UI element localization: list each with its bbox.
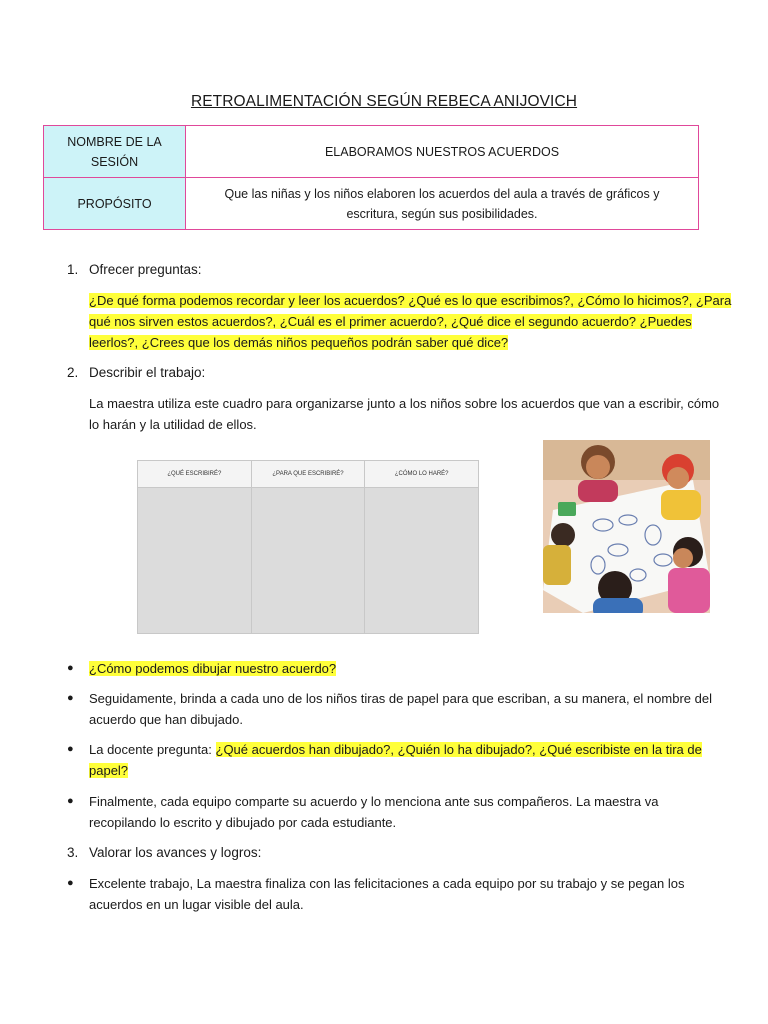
children-drawing-illustration	[543, 440, 710, 613]
session-name-label: NOMBRE DE LA SESIÓN	[44, 126, 186, 178]
section-3-heading: 3. Valorar los avances y logros:	[67, 845, 262, 860]
planning-col-how	[365, 461, 478, 633]
planning-col-what	[138, 461, 252, 633]
planning-header-why: ¿PARA QUE ESCRIBIRÉ?	[252, 461, 365, 488]
purpose-value: Que las niñas y los niños elaboren los acuerdos del aula a través de gráficos y escritura, según sus posibilidades.	[186, 178, 699, 230]
planning-col-why	[252, 461, 366, 633]
session-info-table	[43, 125, 699, 230]
section-1-heading: 1. Ofrecer preguntas:	[67, 262, 202, 277]
session-name-value: ELABORAMOS NUESTROS ACUERDOS	[186, 126, 699, 178]
planning-header-what: ¿QUÉ ESCRIBIRÉ?	[138, 461, 251, 488]
planning-header-how: ¿CÓMO LO HARÉ?	[365, 461, 478, 488]
purpose-label: PROPÓSITO	[44, 178, 186, 230]
planning-table	[137, 460, 479, 634]
page-title: RETROALIMENTACIÓN SEGÚN REBECA ANIJOVICH	[190, 93, 578, 110]
section-1-questions: ¿De qué forma podemos recordar y leer los acuerdos? ¿Qué es lo que escribimos?, ¿Cómo lo hicimos?, ¿Para qué nos sirven estos acuerdos?, ¿Cuál es el primer acuerdo?, ¿Qué dice el segundo acuerdo? ¿Puedes leerlos?, ¿Crees que los demás niños pequeños podrán saber qué dice?	[89, 293, 732, 350]
section-2-heading: 2. Describir el trabajo:	[67, 365, 206, 380]
section-2-intro: La maestra utiliza este cuadro para organizarse junto a los niños sobre los acuerdos que van a escribir, cómo lo harán y la utilidad de ellos.	[89, 396, 720, 432]
